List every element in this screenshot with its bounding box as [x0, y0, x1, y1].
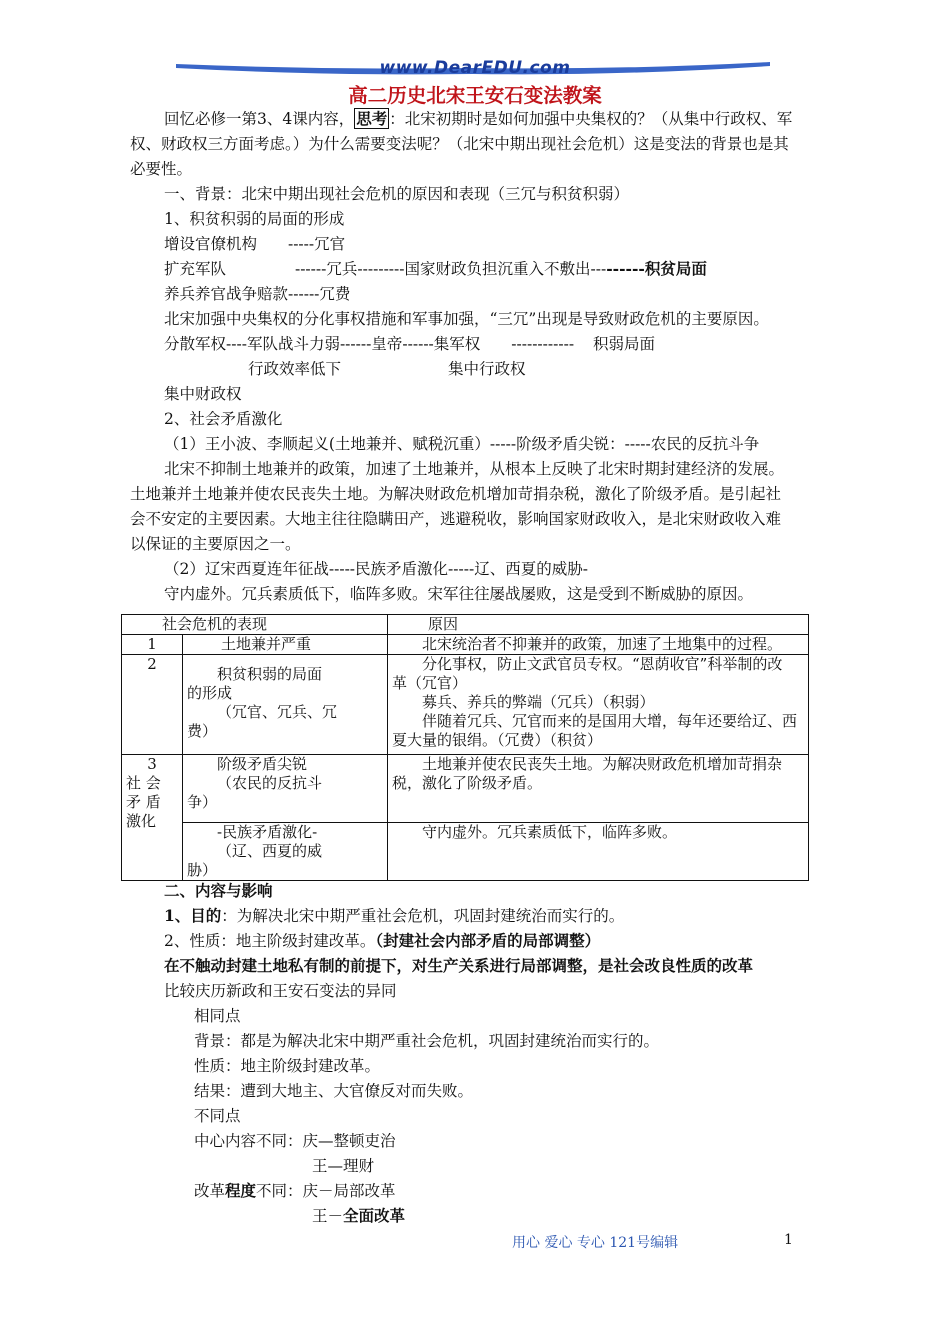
compare-line: 比较庆历新政和王安石变法的异同: [164, 982, 397, 1000]
reason-line: 募兵、养兵的弊端（冗兵）（积弱）: [422, 693, 655, 711]
same-heading: 相同点: [194, 1007, 241, 1025]
row-reason: 北宋统治者不抑兼并的政策，加速了土地集中的过程。: [388, 635, 809, 655]
table-row: [122, 823, 809, 881]
intro-text-a: 回忆必修一第3、4课内容，: [164, 110, 355, 128]
page-title: 高二历史北宋王安石变法教案: [348, 84, 602, 107]
row-label-line: -民族矛盾激化-: [217, 823, 318, 841]
paragraph-1: 北宋加强中央集权的分化事权措施和军事加强，“三冗”出现是导致财政危机的主要原因。: [164, 310, 769, 328]
site-url[interactable]: www.DearEDU.com: [379, 58, 571, 78]
degree-a-2: 程度: [225, 1181, 257, 1200]
nature-text: 2、性质：地主阶级封建改革。: [164, 932, 376, 950]
intro-text-b: ：北宋初期时是如何加强中央集权的？（从集中行政权、军: [389, 110, 793, 128]
intro-line-3: 必要性。: [130, 160, 193, 178]
section1-heading: 一、背景：北宋中期出现社会危机的原因和表现（三冗与积贫积弱）: [164, 185, 630, 203]
table-row: [122, 755, 809, 823]
row-label: [183, 755, 388, 823]
paragraph-3b: 土地兼并土地兼并使农民丧失土地。为解决财政危机增加苛捐杂税，激化了阶级矛盾。是引起社: [130, 485, 782, 503]
degree-b-1: 王－: [312, 1207, 344, 1225]
flow-a-label: 增设官僚机构: [164, 235, 258, 253]
intro-line-1: [164, 108, 792, 130]
flow-b-end: 局面: [675, 259, 707, 278]
diff-heading: 不同点: [194, 1107, 241, 1125]
degree-b-2: 全面改革: [343, 1206, 406, 1225]
paragraph-3c: 会不安定的主要因素。大地主往往隐瞒田产，逃避税收，影响国家财政收入，是北宋财政收入难: [130, 510, 782, 528]
flow-d-dash: ------------: [511, 335, 575, 353]
flow-b-chain: ------冗兵---------国家财政负担沉重入不敷出---: [294, 260, 607, 278]
paragraph-2: （1）王小波、李顺起义(土地兼并、赋税沉重）-----阶级矛盾尖锐：-----农民的反抗斗争: [164, 435, 760, 453]
nature2-line: 性质：地主阶级封建改革。: [194, 1057, 381, 1075]
flow-b-dash: ------积贫: [606, 259, 676, 278]
row-number: 1: [122, 635, 183, 655]
flow-line-b: [164, 258, 707, 280]
table-header-left: 社会危机的表现: [122, 615, 388, 635]
result-line: 结果：遭到大地主、大官僚反对而失败。: [194, 1082, 474, 1100]
paragraph-3d: 以保证的主要原因之一。: [130, 535, 301, 553]
degree-a-3: 不同：庆－局部改革: [256, 1182, 396, 1200]
section2-heading: 二、内容与影响: [164, 881, 273, 900]
row-label-line: （辽、西夏的威: [217, 842, 323, 860]
row-reason: [388, 655, 809, 755]
goal-label: 1、目的: [164, 906, 222, 925]
reason-line: 革（冗官）: [392, 674, 468, 692]
core-line-b: 王—理财: [312, 1157, 375, 1175]
flow-line-d: [164, 333, 655, 355]
degree-line-a: [194, 1180, 396, 1202]
page-number: 1: [784, 1232, 793, 1248]
degree-line-b: [312, 1205, 405, 1227]
table-header-row: [122, 615, 809, 635]
flow-line-f: 集中财政权: [164, 385, 242, 403]
core-line-a: 中心内容不同：庆—整顿吏治: [194, 1132, 396, 1150]
degree-a-1: 改革: [194, 1182, 226, 1200]
category-line: 矛 盾: [126, 793, 161, 811]
table-row: [122, 635, 809, 655]
goal-text: ：为解决北宋中期严重社会危机，巩固封建统治而实行的。: [221, 907, 625, 925]
row-reason: [388, 755, 809, 823]
reason-line: 夏大量的银绢。（冗费）（积贫）: [392, 731, 603, 749]
flow-line-a: [164, 233, 345, 255]
table-header-right: 原因: [388, 615, 809, 635]
background-line: 背景：都是为解决北宋中期严重社会危机，巩固封建统治而实行的。: [194, 1032, 660, 1050]
row-label: 土地兼并严重: [183, 635, 388, 655]
row-label-line: 费）: [187, 722, 218, 740]
footer-text: 用心 爱心 专心 121号编辑: [512, 1235, 679, 1251]
row-label-line: 阶级矛盾尖锐: [217, 755, 308, 773]
category-line: 社 会: [126, 774, 161, 792]
row-label-line: （农民的反抗斗: [217, 774, 323, 792]
subheading-1: 1、积贫积弱的局面的形成: [164, 210, 345, 228]
nature-note: （封建社会内部矛盾的局部调整）: [375, 931, 601, 950]
paragraph-5: 守内虚外。冗兵素质低下，临阵多败。宋军往往屡战屡败，这是受到不断威胁的原因。: [164, 585, 754, 603]
table-row: [122, 655, 809, 755]
intro-line-2: 权、财政权三方面考虑。）为什么需要变法呢？（北宋中期出现社会危机）这是变法的背景也是其: [130, 135, 789, 153]
reason-line: 税，激化了阶级矛盾。: [392, 774, 543, 792]
nature-line: [164, 930, 600, 952]
reason-line: 分化事权，防止文武官员专权。“恩荫收官”科举制的改: [422, 655, 783, 673]
row-label-line: 争）: [187, 793, 218, 811]
category-line: 激化: [126, 812, 157, 830]
flow-d-chain: 分散军权----军队战斗力弱------皇帝------集军权: [164, 335, 481, 353]
row-number: 3: [147, 755, 157, 773]
goal-line: [164, 905, 624, 927]
paragraph-4: （2）辽宋西夏连年征战-----民族矛盾激化-----辽、西夏的威胁-: [164, 560, 588, 578]
row-reason: 守内虚外。冗兵素质低下，临阵多败。: [388, 823, 809, 881]
flow-line-e: [248, 358, 525, 380]
reason-line: 伴随着冗兵、冗官而来的是国用大增，每年还要给辽、西: [422, 712, 798, 730]
row-label: [183, 823, 388, 881]
flow-b-label: 扩充军队: [164, 260, 227, 278]
paragraph-3a: 北宋不抑制土地兼并的政策，加速了土地兼并，从根本上反映了北宋时期封建经济的发展。: [164, 460, 785, 478]
crisis-table: [121, 614, 809, 881]
flow-e-right: 集中行政权: [447, 360, 526, 378]
flow-e-left: 行政效率低下: [248, 360, 342, 378]
reform-line: 在不触动封建土地私有制的前提下，对生产关系进行局部调整，是社会改良性质的改革: [164, 956, 754, 975]
row-label-line: 积贫积弱的局面: [217, 665, 323, 683]
think-label: 思考: [356, 109, 388, 128]
reason-line: 土地兼并使农民丧失土地。为解决财政危机增加苛捐杂: [422, 755, 783, 773]
subheading-2: 2、社会矛盾激化: [164, 410, 283, 428]
row-number: 2: [122, 655, 183, 755]
flow-a-result: -----冗官: [287, 235, 346, 253]
row-label-line: 的形成: [187, 684, 233, 702]
row-label: [183, 655, 388, 755]
row-label-line: 胁）: [187, 861, 218, 879]
flow-d-end: 积弱局面: [593, 335, 656, 353]
row-label-line: （冗官、冗兵、冗: [217, 703, 338, 721]
flow-line-c: 养兵养官战争赔款------冗费: [164, 285, 351, 303]
row-category: [122, 755, 183, 881]
